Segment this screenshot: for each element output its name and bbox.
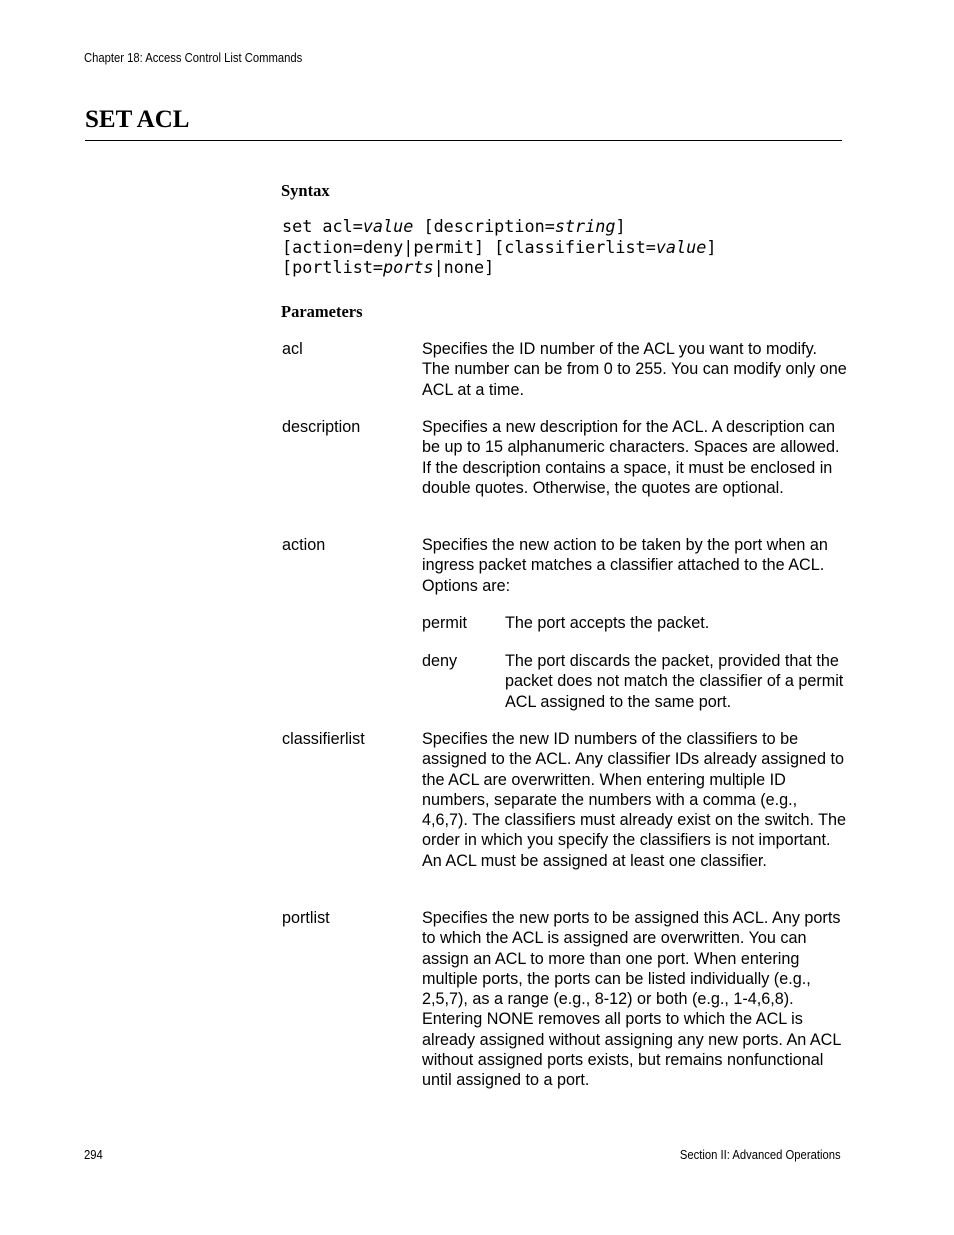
parameters-heading: Parameters — [281, 302, 363, 321]
syntax-heading: Syntax — [281, 181, 330, 200]
param-desc-action: Specifies the new action to be taken by the port when an ingress packet matches a classifier attached to the ACL. Options are: — [422, 536, 828, 595]
param-name-classifierlist: classifierlist — [282, 730, 365, 748]
page-number: 294 — [84, 1148, 103, 1162]
footer-section: Section II: Advanced Operations — [680, 1148, 841, 1162]
running-header: Chapter 18: Access Control List Commands — [84, 51, 303, 65]
option-name-permit: permit — [422, 614, 467, 632]
param-desc-portlist: Specifies the new ports to be assigned this ACL. Any ports to which the ACL is assigned are overwritten. You can assign an ACL to more than one port. When entering multiple ports, the ports can be listed individually (e.g., 2,5,7), as a range (e.g., 8-12) or both (e.g., 1-4,6,8). Entering NONE removes all ports to which the ACL is already assigned without assigning any new ports. An ACL without assigned ports exists, but remains nonfunctional until assigned to a port. — [422, 909, 841, 1090]
param-name-acl: acl — [282, 340, 303, 358]
option-desc-permit: The port accepts the packet. — [505, 614, 710, 632]
page-title: SET ACL — [85, 106, 190, 133]
param-desc-acl: Specifies the ID number of the ACL you want to modify. The number can be from 0 to 255. You can modify only one ACL at a time. — [422, 340, 847, 399]
param-name-description: description — [282, 418, 361, 436]
param-name-action: action — [282, 536, 326, 554]
param-desc-description: Specifies a new description for the ACL. A description can be up to 15 alphanumeric characters. Spaces are allowed. If the description contains a space, it must be enclosed in double quotes. Otherwise, the quotes are optional. — [422, 418, 840, 497]
syntax-line-3: [portlist=ports|none] — [282, 257, 495, 277]
syntax-line-1: set acl=value [description=string] — [282, 216, 626, 236]
option-desc-deny: The port discards the packet, provided that the packet does not match the classifier of a permit ACL assigned to the same port. — [505, 652, 844, 711]
syntax-block — [282, 216, 716, 278]
param-desc-classifierlist: Specifies the new ID numbers of the classifiers to be assigned to the ACL. Any classifier IDs already assigned to the ACL are overwritten. When entering multiple ID numbers, separate the numbers with a comma (e.g., 4,6,7). The classifiers must already exist on the switch. The order in which you specify the classifiers is not important. An ACL must be assigned at least one classifier. — [422, 730, 847, 870]
syntax-line-2: [action=deny|permit] [classifierlist=value] — [282, 236, 717, 257]
option-name-deny: deny — [422, 652, 458, 670]
param-name-portlist: portlist — [282, 909, 330, 927]
title-rule — [85, 140, 842, 141]
